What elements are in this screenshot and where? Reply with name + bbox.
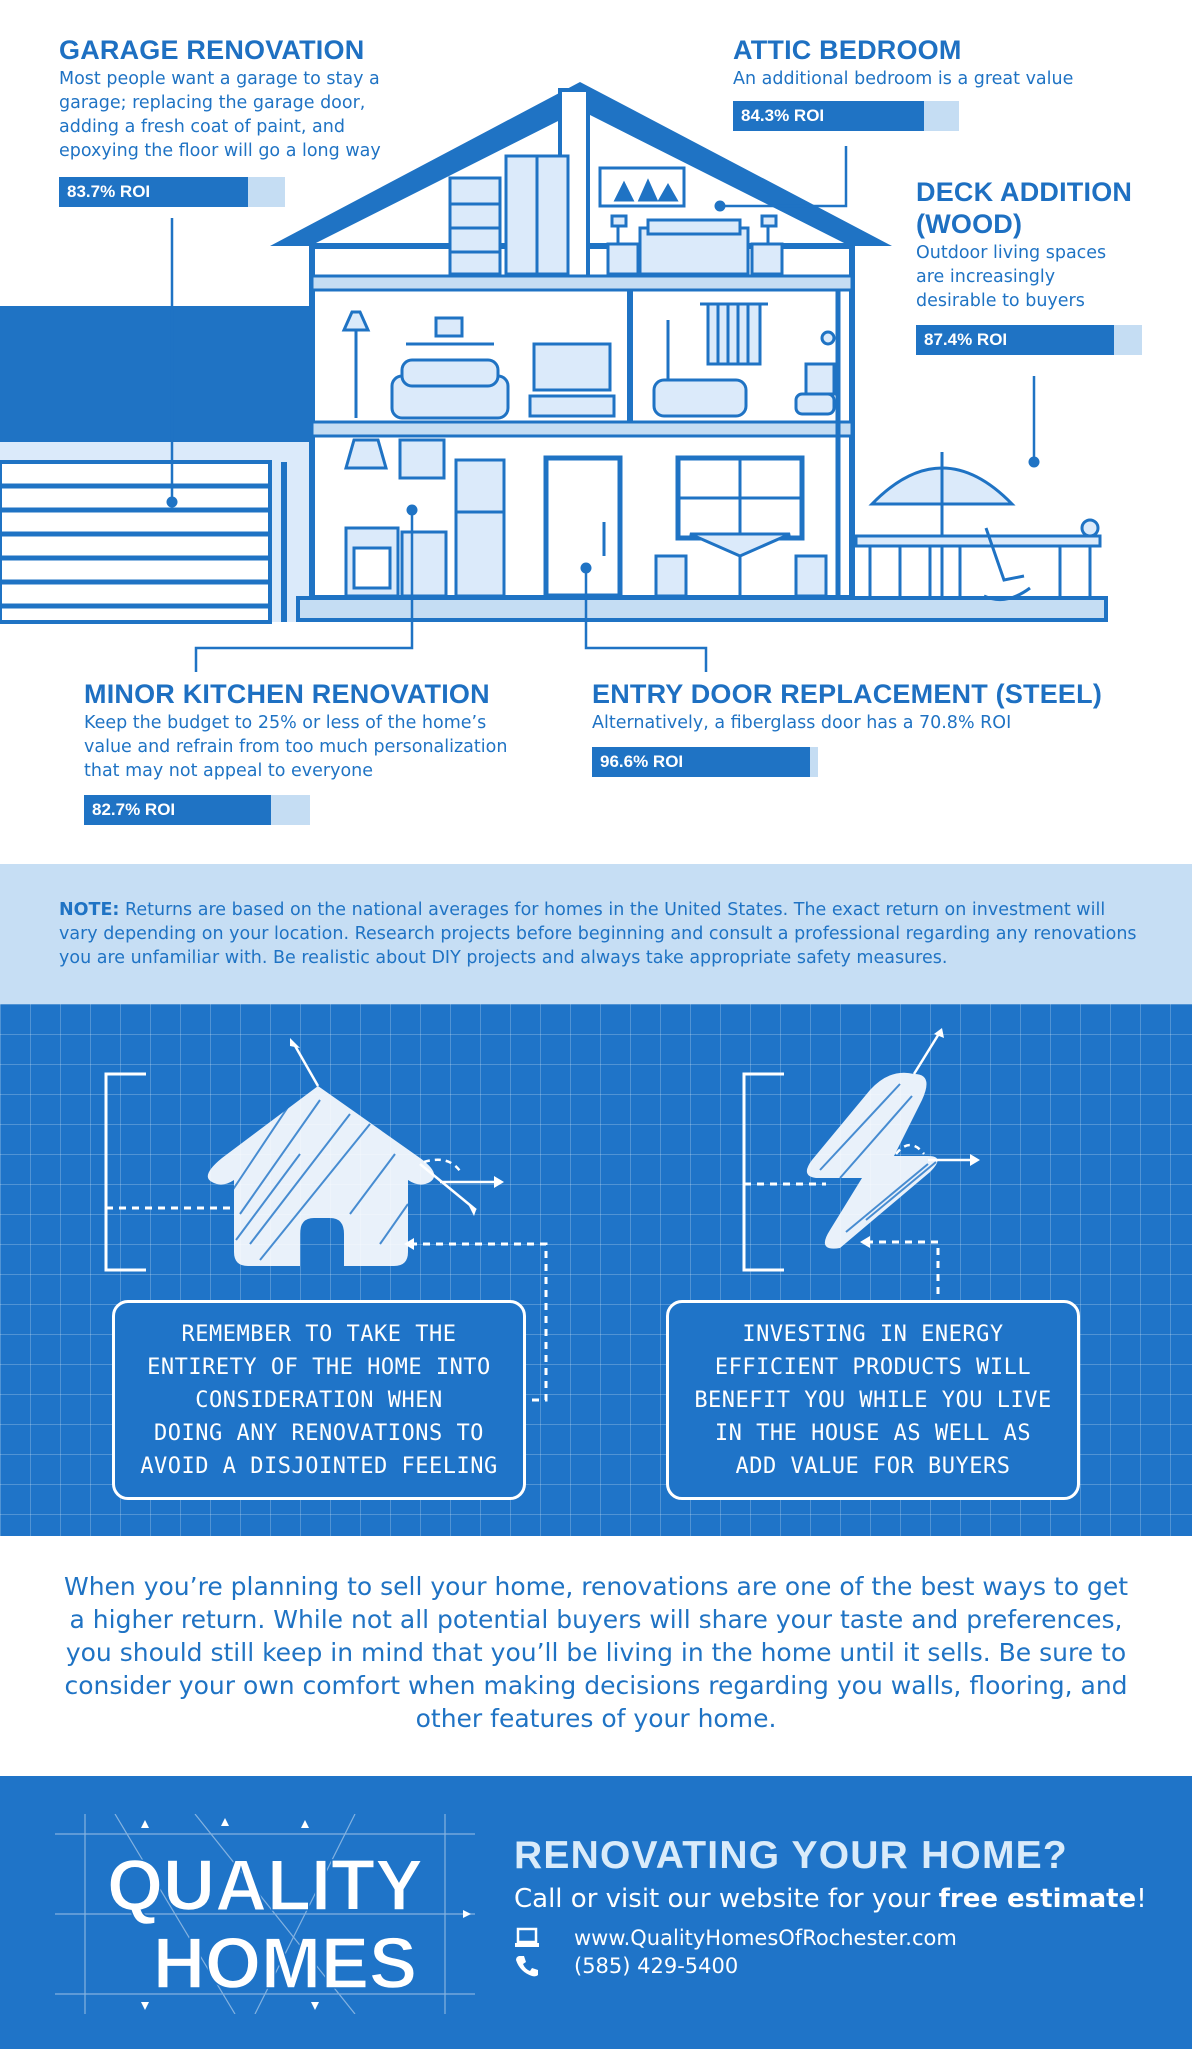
- tip-line: DOING ANY RENOVATIONS TO: [154, 1420, 484, 1446]
- desc-line: desirable to buyers: [916, 291, 1085, 311]
- roi-label: 84.3% ROI: [741, 106, 825, 125]
- feature-description: [592, 711, 1152, 735]
- website-link[interactable]: [514, 1926, 957, 1950]
- cta-sub-bold: free estimate: [938, 1884, 1137, 1914]
- roi-bar: [592, 747, 818, 777]
- title-line: DECK ADDITION: [916, 177, 1133, 207]
- closing-paragraph: When you’re planning to sell your home, renovations are one of the best ways to get a higher return. While not all potential buyers will share your taste and preferences, you should still keep in mind that you’ll be living in the home until it sells. Be sure to consider your own comfort when making decisions regarding you walls, flooring, and other features of your home.: [63, 1572, 1129, 1733]
- logo-line-quality: QUALITY: [107, 1846, 423, 1926]
- feature-title: ENTRY DOOR REPLACEMENT (STEEL): [592, 679, 1103, 709]
- phone-link[interactable]: [514, 1954, 738, 1978]
- feature-description: [84, 711, 544, 783]
- desc-line: value and refrain from too much personalization: [84, 737, 508, 757]
- feature-title: [916, 176, 1176, 240]
- tip-line: AVOID A DISJOINTED FEELING: [140, 1453, 498, 1479]
- desc-line: are increasingly: [916, 267, 1056, 287]
- tip-line: BENEFIT YOU WHILE YOU LIVE: [694, 1387, 1052, 1413]
- feature-title: GARAGE RENOVATION: [59, 35, 365, 65]
- feature-title: MINOR KITCHEN RENOVATION: [84, 679, 490, 709]
- sketch-lightning-bolt-icon: [744, 1028, 980, 1300]
- feature-description: [733, 67, 1133, 91]
- feature-description: [916, 241, 1176, 313]
- desc-line: adding a fresh coat of paint, and: [59, 117, 345, 137]
- roi-label: 83.7% ROI: [67, 182, 151, 201]
- title-line: (WOOD): [916, 209, 1023, 239]
- tip-line: ADD VALUE FOR BUYERS: [735, 1453, 1011, 1479]
- feature-title: ATTIC BEDROOM: [733, 35, 962, 65]
- attic-floor: [312, 276, 852, 290]
- foundation: [298, 598, 1106, 620]
- roi-bar: [84, 795, 310, 825]
- tip-box-whole-home: [112, 1300, 526, 1500]
- desc-line: garage; replacing the garage door,: [59, 93, 366, 113]
- desc-line: An additional bedroom is a great value: [733, 69, 1074, 89]
- feature-minor-kitchen: [84, 678, 544, 825]
- roi-bar: [59, 177, 285, 207]
- roi-bar: [733, 101, 959, 131]
- roi-bar: [916, 325, 1142, 355]
- house-section: [0, 0, 1192, 864]
- website-text[interactable]: www.QualityHomesOfRochester.com: [574, 1926, 957, 1950]
- garage-wall: [0, 306, 312, 442]
- roi-label: 87.4% ROI: [924, 330, 1008, 349]
- tip-line: CONSIDERATION WHEN: [195, 1387, 443, 1413]
- roi-label: 82.7% ROI: [92, 800, 176, 819]
- laptop-icon: [514, 1927, 540, 1949]
- desc-line: that may not appeal to everyone: [84, 761, 374, 781]
- cta-sub-suffix: !: [1136, 1884, 1147, 1914]
- cta-heading: RENOVATING YOUR HOME?: [514, 1834, 1068, 1877]
- phone-icon: [514, 1954, 540, 1978]
- tip-line: INVESTING IN ENERGY: [742, 1321, 1004, 1347]
- cta-sub-prefix: Call or visit our website for your: [514, 1884, 939, 1914]
- desc-line: Alternatively, a fiberglass door has a 70.8% ROI: [592, 713, 1012, 733]
- tip-text: [694, 1318, 1051, 1483]
- feature-entry-door: [592, 678, 1152, 777]
- tip-text: [140, 1318, 497, 1483]
- desc-line: Keep the budget to 25% or less of the home’s: [84, 713, 487, 733]
- footer: [0, 1776, 1192, 2049]
- quality-homes-logo: [55, 1814, 475, 2014]
- tip-line: EFFICIENT PRODUCTS WILL: [714, 1354, 1032, 1380]
- tip-line: ENTIRETY OF THE HOME INTO: [147, 1354, 491, 1380]
- desc-line: Outdoor living spaces: [916, 243, 1107, 263]
- blueprint-section: [0, 1004, 1192, 1536]
- desc-line: epoxying the floor will go a long way: [59, 141, 381, 161]
- closing-section: [0, 1536, 1192, 1776]
- second-floor: [312, 422, 852, 436]
- cta-subheading: [514, 1884, 1147, 1914]
- feature-deck-addition: [916, 176, 1176, 355]
- tip-line: REMEMBER TO TAKE THE: [181, 1321, 457, 1347]
- tip-line: IN THE HOUSE AS WELL AS: [714, 1420, 1032, 1446]
- note-label: NOTE:: [59, 900, 120, 920]
- feature-garage: [59, 34, 399, 207]
- phone-text[interactable]: (585) 429-5400: [574, 1954, 739, 1978]
- logo-line-homes: HOMES: [152, 1924, 418, 2004]
- deck: [856, 452, 1100, 600]
- note-body: Returns are based on the national averages for homes in the United States. The exact return on investment will vary depending on your location. Research projects before beginning and consult a professional regarding any renovations you are unfamiliar with. Be realistic about DIY projects and always take appropriate safety measures.: [59, 900, 1137, 968]
- feature-attic-bedroom: [733, 34, 1133, 131]
- note-text: [59, 898, 1139, 970]
- feature-description: [59, 67, 399, 163]
- tip-box-energy-efficiency: [666, 1300, 1080, 1500]
- desc-line: Most people want a garage to stay a: [59, 69, 380, 89]
- roi-label: 96.6% ROI: [600, 752, 684, 771]
- note-banner: [0, 864, 1192, 1004]
